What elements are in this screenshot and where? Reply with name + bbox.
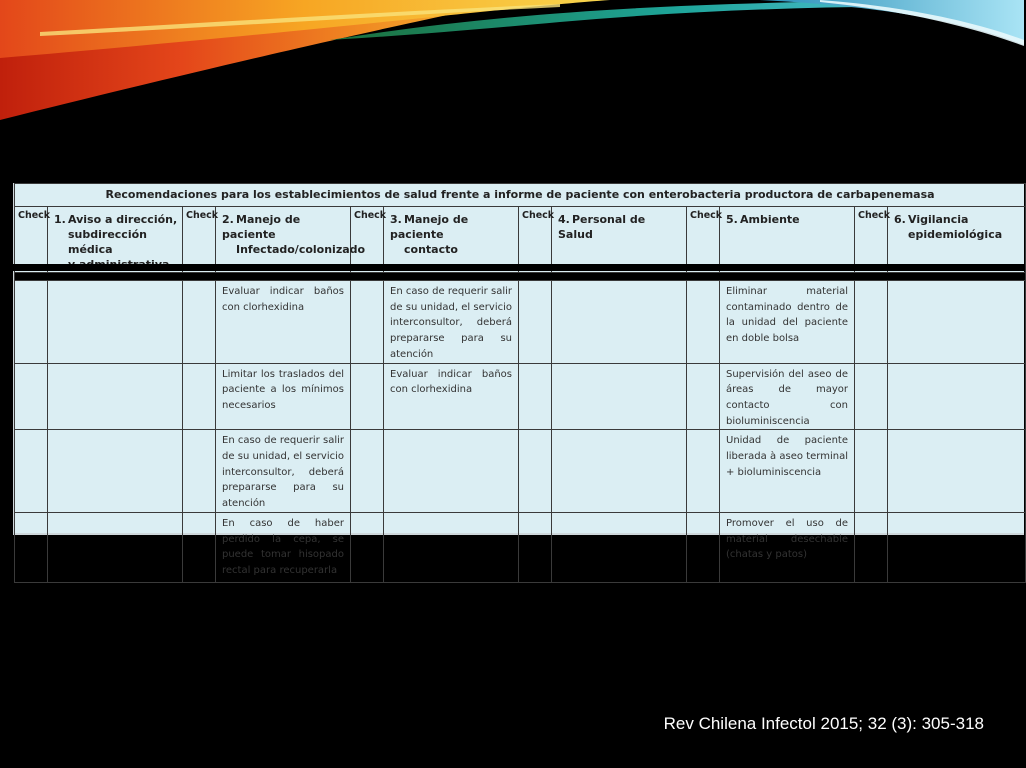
cell-manejo-infectado: En caso de requerir salir de su unidad, el servicio interconsultor, deberá prepararse para su atención: [216, 430, 351, 513]
check-header-4: Check: [519, 207, 552, 273]
column-header-5: 5. Ambiente: [720, 207, 855, 273]
check-cell: [855, 512, 888, 582]
check-cell: [183, 281, 216, 364]
column-header-2: 2. Manejo de paciente Infectado/colonizado: [216, 207, 351, 273]
citation-text: Rev Chilena Infectol 2015; 32 (3): 305-318: [663, 714, 984, 733]
check-cell: [687, 363, 720, 430]
column-header-1: 1. Aviso a dirección, subdirección médica: [48, 207, 183, 273]
table-row: [15, 363, 1026, 430]
check-header-6: Check: [855, 207, 888, 273]
cell-personal-salud: [552, 430, 687, 513]
column-header-4: 4. Personal de Salud: [552, 207, 687, 273]
check-cell: [15, 281, 48, 364]
check-header-3: Check: [351, 207, 384, 273]
table-black-divider: [10, 264, 1024, 271]
cell-personal-salud: [552, 363, 687, 430]
check-cell: [351, 363, 384, 430]
check-cell: [15, 512, 48, 582]
check-cell: [351, 281, 384, 364]
check-cell: [183, 363, 216, 430]
check-cell: [687, 281, 720, 364]
cell-manejo-contacto: Evaluar indicar baños con clorhexidina: [384, 363, 519, 430]
check-cell: [15, 363, 48, 430]
check-header-1: Check: [15, 207, 48, 273]
cell-vigilancia: [888, 363, 1026, 430]
table-row: [15, 512, 1026, 582]
check-cell: [855, 363, 888, 430]
check-cell: [183, 430, 216, 513]
cell-manejo-contacto: [384, 512, 519, 582]
cell-manejo-infectado: Evaluar indicar baños con clorhexidina: [216, 281, 351, 364]
check-cell: [687, 512, 720, 582]
cell-vigilancia: [888, 281, 1026, 364]
table-title: Recomendaciones para los establecimientos de salud frente a informe de paciente con enterobacteria productora de carbapenemasa: [15, 184, 1026, 207]
check-cell: [519, 281, 552, 364]
check-cell: [519, 363, 552, 430]
cell-manejo-infectado: En caso de haber perdido la cepa, se puede tomar hisopado rectal para recuperarla: [216, 512, 351, 582]
check-header-5: Check: [687, 207, 720, 273]
cell-manejo-infectado: Limitar los traslados del paciente a los mínimos necesarios: [216, 363, 351, 430]
check-cell: [351, 512, 384, 582]
check-cell: [351, 430, 384, 513]
check-cell: [183, 512, 216, 582]
cell-vigilancia: [888, 512, 1026, 582]
column-header-6: 6. Vigilancia epidemiológica: [888, 207, 1026, 273]
check-cell: [855, 281, 888, 364]
cell-personal-salud: [552, 512, 687, 582]
recommendations-table: [14, 183, 1026, 583]
cell-ambiente: Unidad de paciente liberada à aseo terminal + bioluminiscencia: [720, 430, 855, 513]
cell-ambiente: Promover el uso de material desechable (chatas y patos): [720, 512, 855, 582]
check-cell: [15, 430, 48, 513]
table-row: [15, 281, 1026, 364]
check-cell: [519, 430, 552, 513]
column-header-3: 3. Manejo de paciente contacto: [384, 207, 519, 273]
cell-ambiente: Eliminar material contaminado dentro de la unidad del paciente en doble bolsa: [720, 281, 855, 364]
cell-aviso: [48, 430, 183, 513]
recommendations-table-image: [13, 183, 1024, 576]
cell-vigilancia: [888, 430, 1026, 513]
header-divider: [15, 273, 1026, 281]
cell-aviso: [48, 363, 183, 430]
cell-ambiente: Supervisión del aseo de áreas de mayor contacto con bioluminiscencia: [720, 363, 855, 430]
table-row: [15, 430, 1026, 513]
cell-aviso: [48, 281, 183, 364]
cell-aviso: [48, 512, 183, 582]
check-header-2: Check: [183, 207, 216, 273]
cell-manejo-contacto: [384, 430, 519, 513]
decorative-swoosh-banner: [0, 0, 1024, 130]
check-cell: [855, 430, 888, 513]
cell-manejo-contacto: En caso de requerir salir de su unidad, el servicio interconsultor, deberá prepararse para su atención: [384, 281, 519, 364]
check-cell: [519, 512, 552, 582]
cell-personal-salud: [552, 281, 687, 364]
check-cell: [687, 430, 720, 513]
